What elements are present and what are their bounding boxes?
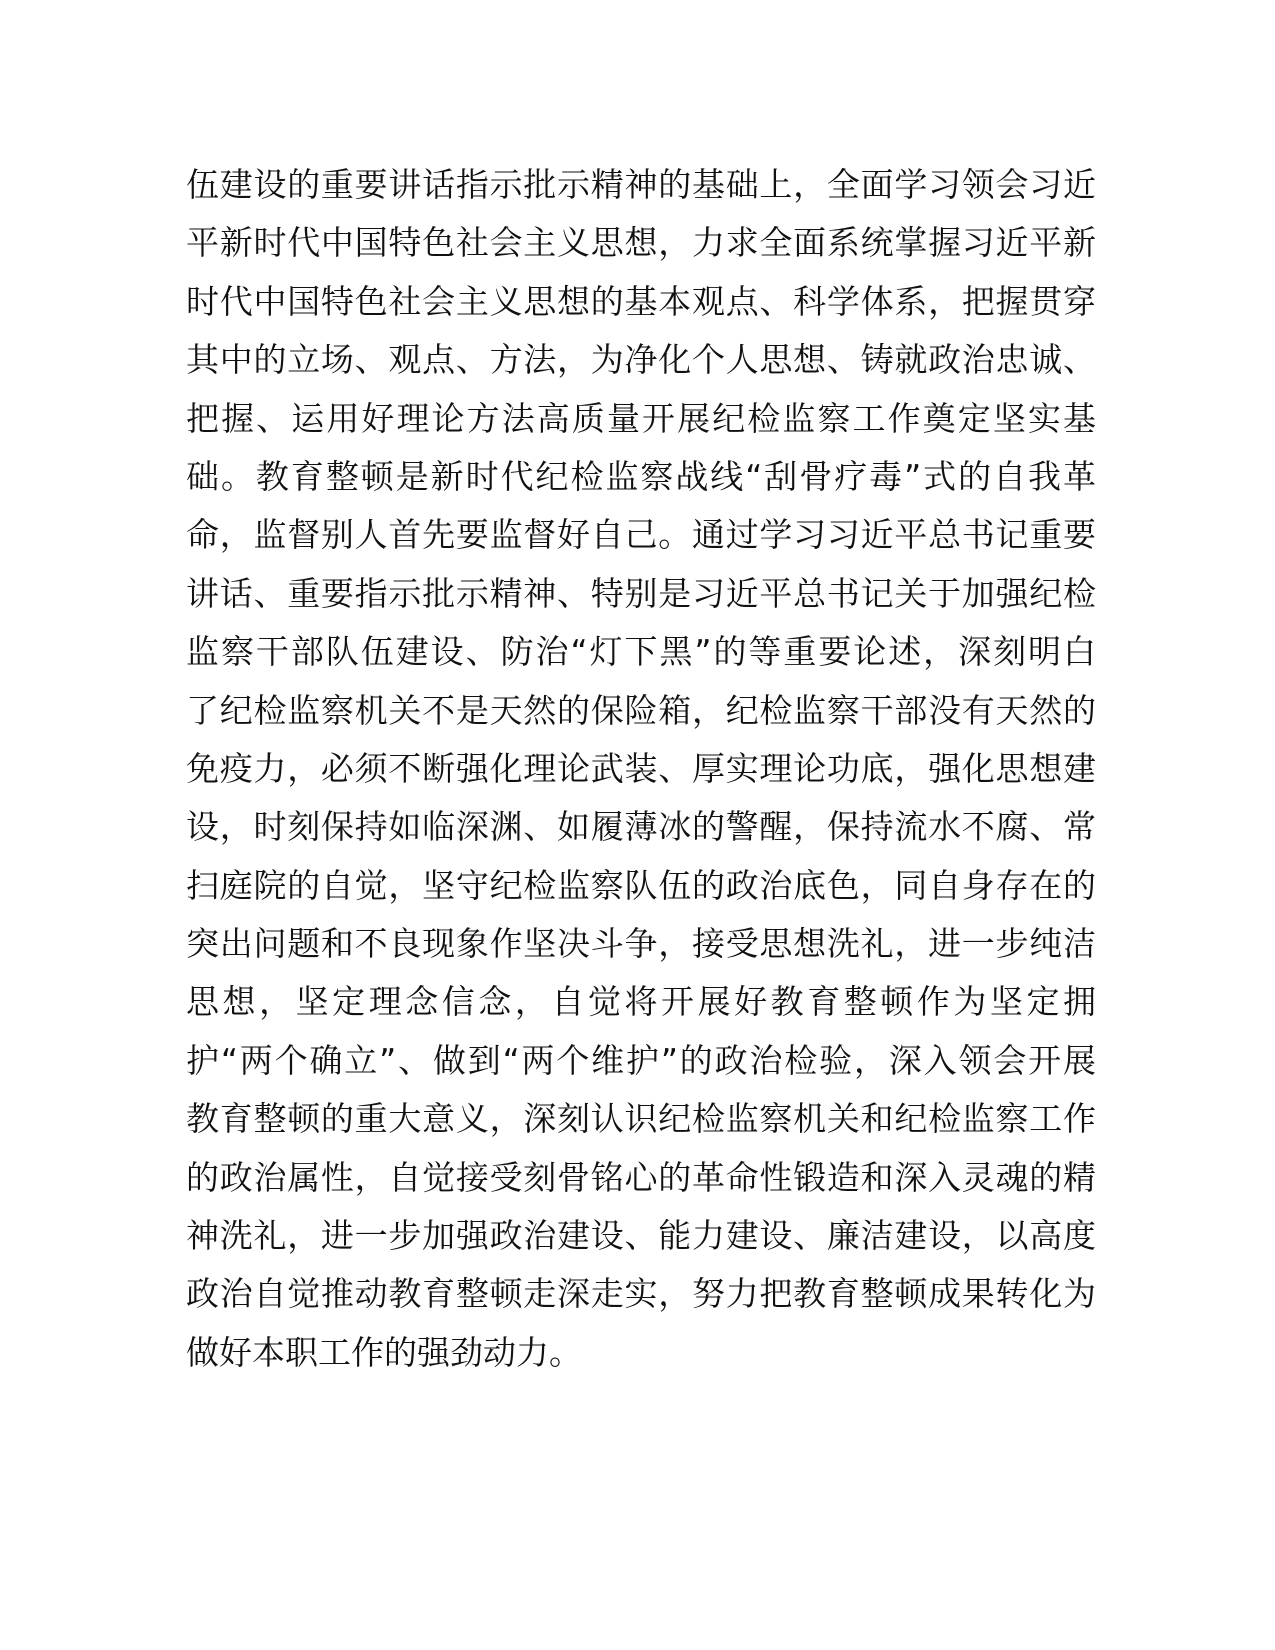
text-line: 设，时刻保持如临深渊、如履薄冰的警醒，保持流水不腐、常 [186, 807, 1096, 847]
text-line: 扫庭院的自觉，坚守纪检监察队伍的政治底色，同自身存在的 [186, 865, 1096, 905]
text-line: 把握、运用好理论方法高质量开展纪检监察工作奠定坚实基 [186, 398, 1096, 438]
text-line: 时代中国特色社会主义思想的基本观点、科学体系，把握贯穿 [186, 281, 1096, 321]
text-line-last: 做好本职工作的强劲动力。 [186, 1332, 582, 1372]
text-line: 其中的立场、观点、方法，为净化个人思想、铸就政治忠诚、 [186, 340, 1096, 380]
text-line: 础。教育整顿是新时代纪检监察战线“刮骨疗毒”式的自我革 [186, 456, 1096, 496]
text-line: 免疫力，必须不断强化理论武装、厚实理论功底，强化思想建 [186, 748, 1096, 788]
text-line: 了纪检监察机关不是天然的保险箱，纪检监察干部没有天然的 [186, 690, 1096, 730]
body-paragraph [186, 156, 1096, 1382]
text-line: 讲话、重要指示批示精神、特别是习近平总书记关于加强纪检 [186, 573, 1096, 613]
text-line: 突出问题和不良现象作坚决斗争，接受思想洗礼，进一步纯洁 [186, 924, 1096, 964]
text-line: 教育整顿的重大意义，深刻认识纪检监察机关和纪检监察工作 [186, 1099, 1096, 1139]
text-line: 监察干部队伍建设、防治“灯下黑”的等重要论述，深刻明白 [186, 632, 1096, 672]
text-line: 思想，坚定理念信念，自觉将开展好教育整顿作为坚定拥 [186, 982, 1096, 1022]
text-line: 平新时代中国特色社会主义思想，力求全面系统掌握习近平新 [186, 223, 1096, 263]
text-line: 护“两个确立”、做到“两个维护”的政治检验，深入领会开展 [186, 1040, 1096, 1080]
text-line: 神洗礼，进一步加强政治建设、能力建设、廉洁建设，以高度 [186, 1216, 1096, 1256]
text-line: 政治自觉推动教育整顿走深走实，努力把教育整顿成果转化为 [186, 1274, 1096, 1314]
text-line: 伍建设的重要讲话指示批示精神的基础上，全面学习领会习近 [186, 165, 1096, 204]
text-line: 的政治属性，自觉接受刻骨铭心的革命性锻造和深入灵魂的精 [186, 1157, 1096, 1197]
text-line: 命，监督别人首先要监督好自己。通过学习习近平总书记重要 [186, 515, 1096, 555]
